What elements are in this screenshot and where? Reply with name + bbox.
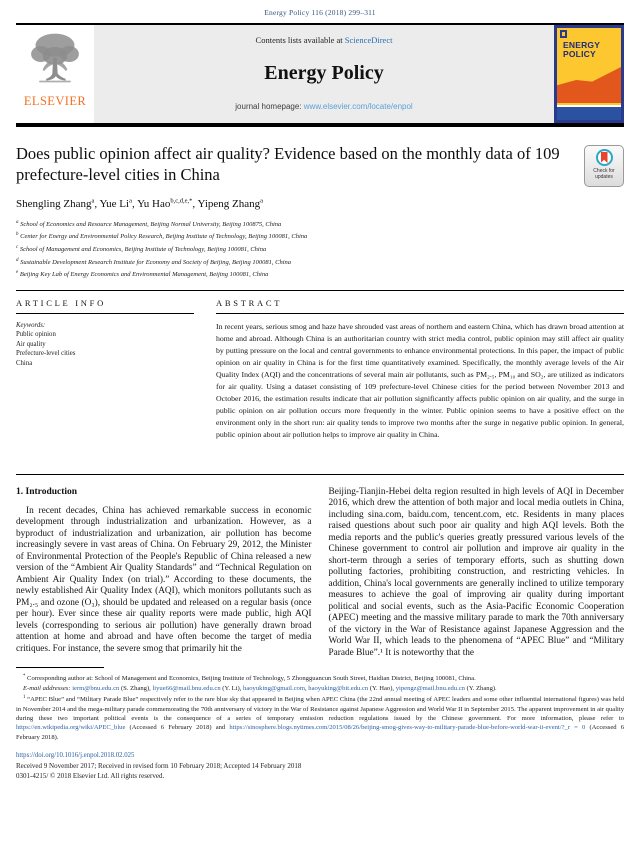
corresponding-text: Corresponding author at: School of Management and Economics, Beijing Institute of Technology, 5 Zhongguancun South Street, Haidian District, Beijing 100081, China.	[25, 675, 476, 683]
email-separator: (Y. Zhang).	[464, 684, 497, 692]
footnote-separator	[16, 667, 104, 668]
issn-copyright: 0301-4215/ © 2018 Elsevier Ltd. All rights reserved.	[16, 771, 165, 780]
badge-label-line2: updates	[595, 174, 613, 180]
body-right-column	[329, 487, 625, 660]
journal-banner	[94, 25, 554, 123]
affiliation-marker: b	[16, 232, 19, 238]
received-dates: Received 9 November 2017; Received in revised form 10 February 2018; Accepted 14 February 2018	[16, 761, 302, 770]
footnote-text: “APEC Blue” and “Military Parade Blue” respectively refer to the rare blue sky that appeared in Beijing when APEC China (the 22nd annual meeting of APEC leaders and some other influential international figures) was held in November 2014 and the mega-military parade commemorating the 70th anniversary of victory in the War of Resistance against Japanese Aggression and World War II in September 2015. The apparent improvement in air quality during these two important political events is the consequence of a series of temporary emission reduction regulations issued by the Chinese government. For more information, please refer to	[16, 696, 624, 722]
keyword-item: Air quality	[16, 340, 46, 348]
journal-header	[16, 25, 624, 123]
keywords-label: Keywords:	[16, 321, 46, 329]
footnote-marker: 1	[23, 695, 26, 701]
author-affil-marker: a	[129, 197, 132, 204]
author-separator: ,	[94, 197, 100, 210]
author-name: Yue Li	[99, 197, 130, 210]
elsevier-wordmark: ELSEVIER	[23, 94, 87, 108]
affiliation-text: School of Management and Economics, Beijing Institute of Technology, Beijing 100081, China	[18, 246, 267, 254]
cover-mountain-graphic	[557, 63, 621, 103]
footnote-marker: *	[23, 674, 26, 680]
body-paragraph: In recent decades, China has achieved remarkable success in economic development through industrialization and urbanization. However, as a byproduct of industrialization and urbanization, air pollution has become increasingly severe in vast areas of China. On February 29, 2012, the Minister of Environmental Protection of the People's Republic of China released a new version of the “Ambient Air Quality Standards” and “Technical Regulation on Ambient Air Quality Index (on trial).” According to these documents, the newly established Air Quality Index (AQI), which monitors pollutants such as PM₂.₅ and ozone (O₃), should be updated and released on a regular basis (once per hour). Ever since these air quality reports were made public, high AQI levels (corresponding to serious air pollution) have generally drawn broad attention at home and abroad and have often become the target of media critiques. For instance, the severe smog that primarily hit the	[16, 505, 312, 654]
email-link[interactable]: ierm@bnu.edu.cn	[72, 684, 120, 692]
article-title: Does public opinion affect air quality? Evidence based on the monthly data of 109 prefecture-level cities in China	[16, 144, 560, 184]
check-for-updates-badge[interactable]	[584, 145, 624, 187]
affiliation-marker: a	[16, 219, 19, 225]
affiliation	[16, 243, 624, 256]
email-link[interactable]: liyue66@mail.bnu.edu.cn	[152, 684, 221, 692]
doi-link[interactable]: https://doi.org/10.1016/j.enpol.2018.02.025	[16, 751, 135, 759]
contents-text: Contents lists available at	[255, 35, 345, 45]
affiliation	[16, 230, 624, 243]
affiliation-text: School of Economics and Resource Management, Beijing Normal University, Beijing 100875, China	[18, 220, 282, 228]
journal-cover-thumbnail[interactable]	[554, 25, 624, 123]
title-row	[16, 143, 624, 187]
author	[99, 198, 137, 210]
keyword-item: China	[16, 359, 33, 367]
body-paragraph: Beijing-Tianjin-Hebei delta region resulted in high levels of AQI in December 2016, which drew the attention of both major and local media outlets in China, including sina.com, baidu.com, tencent.com, etc. Residents in many places raised questions about such poor air quality and high AQI levels. Both the media reports and the public's queries greatly pressured various levels of the Chinese government to control air pollution and improve air quality in the short-term through a series of temporary efforts, such as shutting down polluting factories, prohibiting construction, and restricting vehicles. In addition, China's local governments are generally inclined to utilize temporary measures to achieve the goal of improving air quality during important political and social events, such as the Asia-Pacific Economic Cooperation (APEC) meeting and the massive military parade to mark the 70th anniversary of the victory in the War of Resistance against Japanese Aggression and the World War II, which leads to the phenomena of “APEC Blue” and “Military Parade Blue”.¹ It is noteworthy that the	[328, 486, 624, 658]
elsevier-tree-icon	[27, 31, 83, 93]
author	[16, 198, 99, 210]
homepage-line	[235, 102, 412, 111]
keyword-item: Public opinion	[16, 331, 56, 339]
author-separator: ,	[192, 197, 198, 210]
author-affil-marker: a	[91, 197, 95, 204]
footer-metadata	[16, 751, 624, 781]
badge-label-line1: Check for	[593, 168, 615, 174]
footnote-url-link[interactable]: https://sinosphere.blogs.nytimes.com/2015/08/26/beijing-smog-gives-way-to-military-parade-blue-before-world-war-ii-event/?_r = 0	[229, 724, 586, 732]
affiliation-text: Center for Energy and Environmental Policy Research, Beijing Institute of Technology, Beijing 100081, China	[18, 233, 308, 241]
email-separator: (Y. Li),	[220, 684, 244, 692]
footnote-text: (Accessed 6 February 2018).	[16, 724, 625, 741]
footnote-url-link[interactable]: https://en.wikipedia.org/wiki/APEC_blue	[16, 724, 126, 732]
body-left-column	[16, 487, 312, 660]
email-separator: (S. Zhang),	[119, 684, 153, 692]
cover-title-line1: ENERGY	[563, 40, 601, 50]
bookmark-icon	[601, 152, 608, 163]
abstract-heading: ABSTRACT	[216, 298, 624, 314]
affiliation	[16, 268, 624, 281]
keyword-item: Prefecture-level cities	[16, 350, 76, 358]
email-link[interactable]: yipengz@mail.bnu.edu.cn	[395, 684, 465, 692]
author-name: Yipeng Zhang	[197, 197, 261, 210]
author-affil-marker: a	[260, 197, 264, 204]
email-separator: ,	[304, 684, 309, 692]
email-footnote	[16, 684, 624, 693]
homepage-link[interactable]: www.elsevier.com/locate/enpol	[303, 102, 413, 111]
info-abstract-section	[16, 290, 624, 475]
abstract-column	[216, 298, 624, 464]
author-name: Shengling Zhang	[16, 197, 92, 210]
elsevier-logo[interactable]	[16, 25, 94, 123]
affiliation-marker: d	[16, 257, 19, 263]
email-link[interactable]: haoyuking@bit.edu.cn	[308, 684, 369, 692]
affiliation	[16, 218, 624, 231]
badge-label	[593, 168, 614, 180]
article-info-heading: ARTICLE INFO	[16, 298, 194, 314]
author	[137, 198, 197, 210]
footnote-1	[16, 693, 624, 742]
email-link[interactable]: haoyuking@gmail.com	[243, 684, 305, 692]
affiliation-list	[16, 218, 624, 281]
author-separator: ,	[131, 197, 138, 210]
affiliation	[16, 256, 624, 269]
cover-title-line2: POLICY	[563, 49, 596, 59]
affiliation-marker: c	[16, 244, 19, 250]
section-heading: 1. Introduction	[16, 486, 78, 497]
author-affil-marker: b,c,d,e,*	[170, 197, 193, 204]
journal-title: Energy Policy	[264, 62, 384, 84]
emails-label: E-mail addresses:	[23, 684, 71, 692]
corresponding-author-footnote	[16, 672, 624, 683]
header-bottom-rule	[16, 123, 624, 127]
author-name: Yu Hao	[137, 197, 171, 210]
contents-line	[256, 35, 393, 45]
footnote-text: (Accessed 6 February 2018) and	[125, 724, 230, 732]
affiliation-marker: e	[16, 270, 19, 276]
author	[198, 198, 264, 210]
affiliation-text: Beijing Key Lab of Energy Economics and Environmental Management, Beijing 100081, China	[18, 271, 269, 279]
email-separator: (Y. Hao),	[368, 684, 396, 692]
affiliation-text: Sustainable Development Research Institute for Economy and Society of Beijing, Beijing 100081, China	[18, 258, 292, 266]
cover-logo-mark	[560, 30, 567, 38]
homepage-label: journal homepage:	[235, 102, 304, 111]
abstract-text: In recent years, serious smog and haze have shrouded vast areas of northern and eastern China, which has drawn broad attention at home and abroad. Although China is an authoritarian country with strict media control, public opinion may still affect air quality by putting pressure on the local and central governments to enhance environmental protections. In this paper, the impact of public opinion on air quality in China is for the first time quantitatively examined. Specifically, the monthly average levels of the Air Quality Index (AQI) and the concentrations of several main air pollutants, such as PM₂.₅, PM₁₀ and SO₂, are utilized as indicators for air quality. Using a dataset consisting of 109 prefecture-level Chinese cities for the period between November 2013 and October 2016, the estimation results indicate that air pollution significantly affects public opinion on air quality, and the surge in public opinion on air pollution occurs more frequently in the winter. Public opinion seems to have a positive effect on the environment only in the short run: air quality tends to improve two months after the surge in negative public opinion. In general, public opinion about air pollution helps to improve air quality in China.	[216, 321, 624, 439]
article-body	[16, 487, 624, 660]
crossmark-icon	[596, 149, 613, 166]
cover-bottom-band	[557, 105, 621, 120]
author-list	[16, 197, 624, 210]
article-info-column	[16, 298, 194, 464]
footnotes	[16, 672, 624, 741]
sciencedirect-link[interactable]: ScienceDirect	[344, 35, 393, 45]
journal-citation: Energy Policy 116 (2018) 299–311	[264, 8, 376, 17]
cover-title	[563, 41, 600, 59]
